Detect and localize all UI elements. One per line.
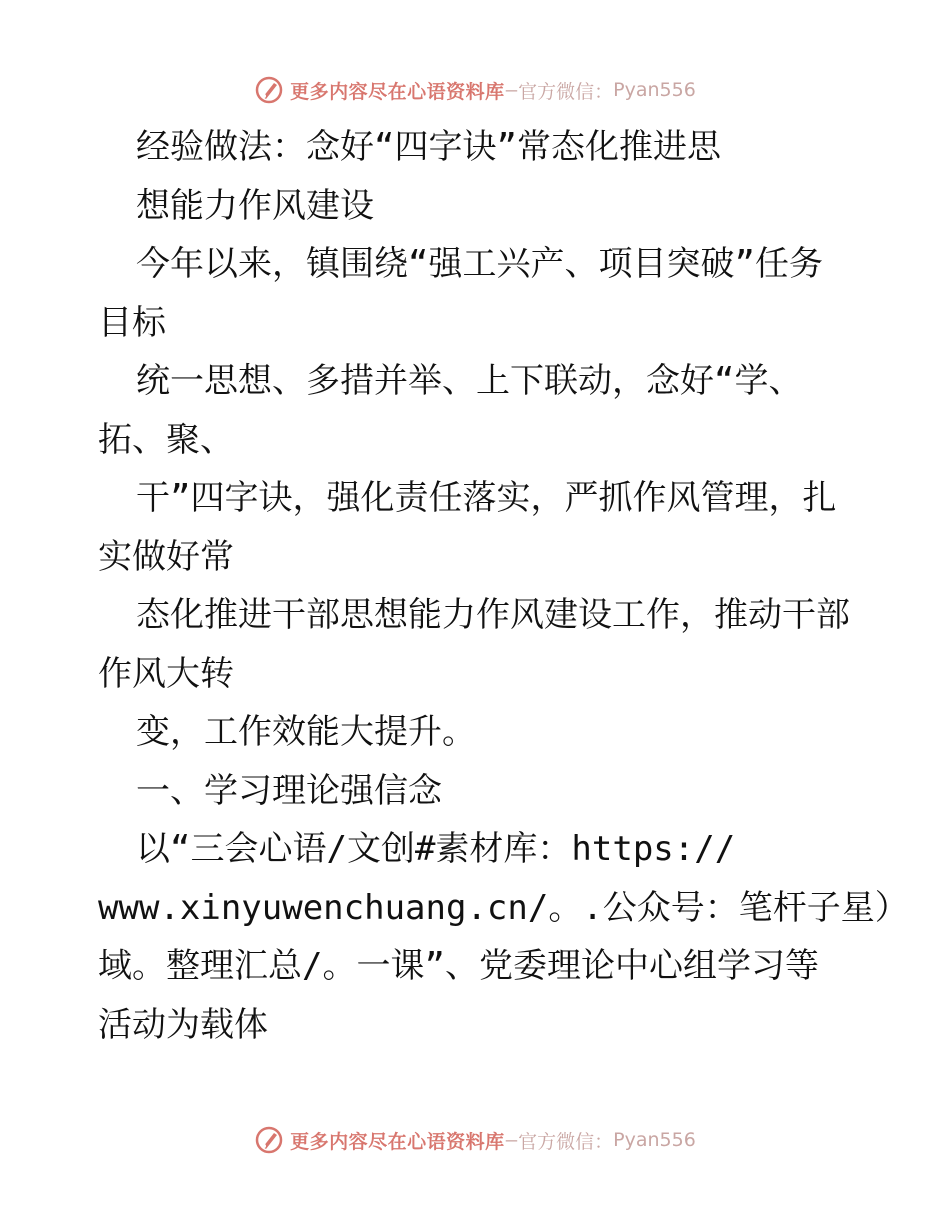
text-line: 想能力作风建设 — [136, 185, 374, 226]
text-line: 干”四字诀，强化责任落实，严抓作风管理，扎 — [136, 478, 837, 518]
text-line: 以“三会心语/文创#素材库：https:// — [136, 829, 736, 869]
text-line: 变，工作效能大提升。 — [136, 712, 476, 752]
pen-logo-icon — [254, 1125, 284, 1155]
text-line: 统一思想、多措并举、上下联动，念好“学、 — [136, 361, 803, 401]
watermark-official-text: 官方微信： — [518, 1130, 614, 1153]
footer-watermark — [0, 1120, 950, 1160]
header-watermark — [0, 70, 950, 110]
watermark-site-text: 更多内容尽在心语资料库 — [290, 1130, 505, 1153]
text-line: 作风大转 — [98, 653, 234, 694]
pen-logo-icon — [254, 75, 284, 105]
text-line: 态化推进干部思想能力作风建设工作，推动干部 — [136, 595, 850, 635]
watermark-wechat-id: Pyan556 — [613, 79, 696, 101]
text-line: 目标 — [98, 302, 166, 343]
text-line: 拓、聚、 — [98, 419, 234, 460]
text-line: 活动为载体 — [98, 1004, 268, 1045]
document-body — [98, 118, 909, 1054]
watermark-dash: — — [505, 1129, 518, 1151]
text-line: 域。整理汇总/。一课”、党委理论中心组学习等 — [98, 946, 819, 986]
watermark-wechat-id: Pyan556 — [613, 1129, 696, 1151]
text-line: 实做好常 — [98, 536, 234, 577]
watermark-dash: — — [505, 79, 518, 101]
text-line: 经验做法：念好“四字诀”常态化推进思 — [136, 127, 721, 167]
watermark-site-text: 更多内容尽在心语资料库 — [290, 80, 505, 103]
text-line: www.xinyuwenchuang.cn/。.公众号：笔杆子星） — [98, 887, 909, 928]
text-line: 今年以来，镇围绕“强工兴产、项目突破”任务 — [136, 244, 823, 284]
section-heading: 一、学习理论强信念 — [136, 770, 442, 811]
watermark-official-text: 官方微信： — [518, 80, 614, 103]
